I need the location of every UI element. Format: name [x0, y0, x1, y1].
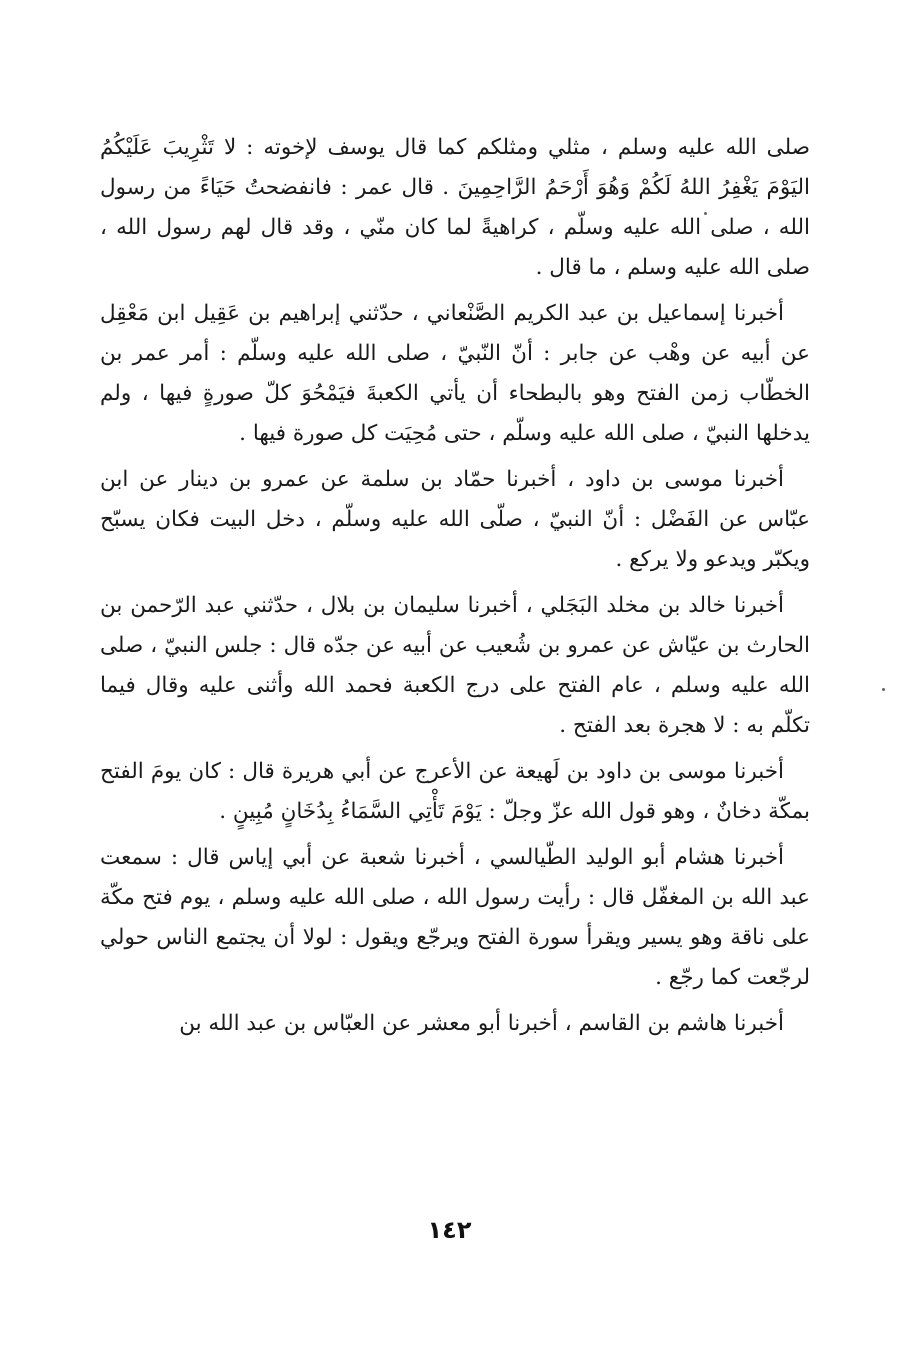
- text-line: يوم فتح مكّة على ناقة وهو يسير ويقرأ سورة الفتح ويرجّع ويقول : لولا: [100, 885, 810, 950]
- paragraph-5: [100, 752, 810, 832]
- text-line: أخبرنا هشام أبو الوليد الطّيالسي ، أخبرنا شعبة عن أبي إياس قال :: [170, 845, 784, 870]
- scan-speck: [704, 212, 707, 215]
- text-line: وأثنى عليه وقال فيما تكلّم به : لا هجرة بعد الفتح .: [100, 673, 810, 738]
- text-line: فكان يسبّح ويكبّر ويدعو ولا يركع .: [100, 507, 810, 572]
- text-line: سمعت عبد الله بن المغفّل قال : رأيت رسول الله ، صلى الله عليه وسلم ،: [100, 845, 810, 910]
- text-line: أخبرنا هاشم بن القاسم ، أخبرنا أبو معشر عن العبّاس بن عبد الله بن: [179, 1011, 784, 1036]
- text-line: كلّ صورةٍ فيها ، ولم يدخلها النبيّ ، صلى الله عليه وسلّم ، حتى مُحِيَت كل: [100, 381, 810, 446]
- body-text: [100, 128, 810, 1044]
- text-line: بِدُخَانٍ مُبِينٍ .: [219, 799, 334, 824]
- text-line: أخبرنا إسماعيل بن عبد الكريم الصَّنْعاني ، حدّثني إبراهيم بن عَقِيل: [193, 301, 784, 326]
- text-line: جلس النبيّ ، صلى الله عليه وسلم ، عام الفتح على درج الكعبة فحمد الله: [100, 633, 810, 698]
- paragraph-6: [100, 838, 810, 998]
- paragraph-4: [100, 586, 810, 746]
- text-line: أمر عمر بن الخطّاب زمن الفتح وهو بالبطحاء أن يأتي الكعبةَ فيَمْحُوَ: [100, 341, 810, 406]
- text-line: صلى الله عليه وسلم ، مثلي ومثلكم كما قال يوسف لإخوته : لا تَثْرِيبَ: [162, 135, 810, 160]
- paragraph-3: [100, 460, 810, 580]
- text-line: يومَ الفتح بمكّة دخانٌ ، وهو قول الله عزّ وجلّ : يَوْمَ تَأْتِي السَّمَاءُ: [100, 759, 810, 824]
- text-line: أخبرنا موسى بن داود بن لَهيعة عن الأعرج عن أبي هريرة قال : كان: [188, 759, 784, 784]
- paragraph-2: [100, 294, 810, 454]
- page-number: ١٤٢: [427, 1216, 472, 1244]
- text-line: ابن مَعْقِل عن أبيه عن وهْب عن جابر : أنّ النّبيّ ، صلى الله عليه وسلّم :: [100, 301, 810, 366]
- scan-speck: [882, 688, 885, 691]
- text-line: صورة فيها .: [239, 421, 344, 446]
- text-line: فانفضحتُ حَيَاءً من رسول الله ، صلى الله عليه وسلّم ، كراهيةً لما كان منّي ،: [100, 175, 810, 240]
- paragraph-7: [100, 1004, 810, 1044]
- text-line: عن ابن عبّاس عن الفَضْل : أنّ النبيّ ، صلّى الله عليه وسلّم ، دخل البيت: [100, 467, 810, 532]
- text-line: أخبرنا خالد بن مخلد البَجَلي ، أخبرنا سليمان بن بلال ، حدّثني عبد: [204, 593, 784, 618]
- text-line: الرّحمن بن الحارث بن عيّاش عن عمرو بن شُعيب عن أبيه عن جدّه قال :: [100, 593, 810, 658]
- paragraph-1: [100, 128, 810, 288]
- text-line: وقد قال لهم رسول الله ، صلى الله عليه وسلم ، ما قال .: [100, 215, 810, 280]
- text-line: عَلَيْكُمُ اليَوْمَ يَغْفِرُ اللهُ لَكُمْ وَهُوَ أَرْحَمُ الرَّاحِمِينَ . قال عمر :: [100, 135, 810, 200]
- text-line: أن يجتمع الناس حولي لرجّعت كما رجّع .: [100, 925, 810, 990]
- text-line: أخبرنا موسى بن داود ، أخبرنا حمّاد بن سلمة عن عمرو بن دينار: [179, 467, 784, 492]
